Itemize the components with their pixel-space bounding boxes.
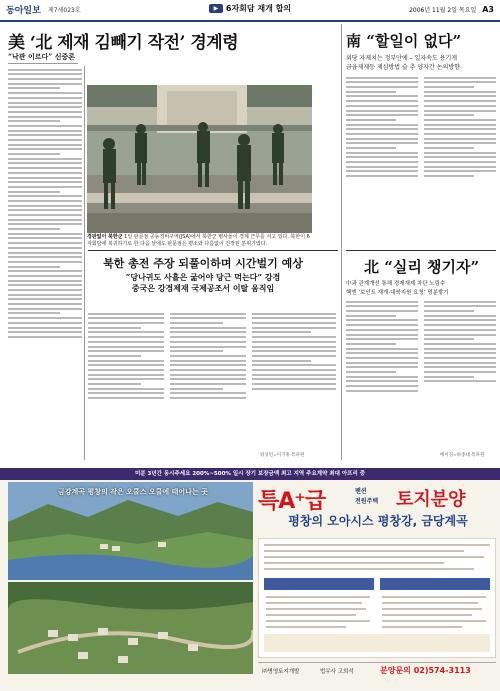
right-story-1-sub2: 금융제제등 제심방법 슬 추 양자간 논의방향 [346, 64, 460, 71]
right-story-1-sub1: 외당 자제치는 정부안에 – 일자속도 용기게 [346, 55, 458, 62]
section-mark-icon: ▶ [209, 4, 223, 13]
section-title [190, 2, 310, 16]
center-byline: 워싱턴=이기홍 특파원 [260, 453, 305, 458]
ad-top-banner[interactable]: 미분 3년간 동시주세요 200%~500% 일시 장기 보장금액 최고 지역 주요계약 최대 아프리 중 [0, 468, 500, 480]
caption-title: 경판없이 북한군 [87, 234, 123, 240]
main-subhead: “낙관 이르다” 신중론 [8, 52, 78, 64]
right-divider [341, 24, 342, 460]
ad-small-text-1: 팬션 [355, 488, 367, 495]
right-story-2-sub2: 핵엔 ‘보인트 재개·대북지원 요청’ 명분쌓기 [346, 290, 449, 296]
right-story-2-body-a [346, 298, 418, 458]
ad-big-text: 특A⁺급 [258, 489, 326, 514]
center-sub1: “당나귀도 사흘은 굶어야 당근 먹는다” 강경 [125, 272, 281, 282]
main-headline: 美 ‘北 제재 김빼기 작전’ 경계령 [8, 33, 239, 53]
center-rule [88, 250, 338, 251]
main-body-column [8, 66, 82, 460]
right-rule-2 [346, 250, 496, 251]
right-story-2-body-b [424, 298, 496, 448]
news-photo [87, 85, 312, 233]
page-number: A3 [482, 5, 494, 14]
ad-banner-text: 금강계곡 평창의 작은 오쿨스 오쿨에 태어나는 곳 [58, 488, 208, 496]
issue-number: 제7세023호 [48, 7, 81, 14]
center-body-b [170, 310, 246, 460]
date-line [409, 5, 494, 14]
ad-aerial-image [8, 582, 253, 674]
ad-title: 평창의 오아시스 평창강, 금당계곡 [288, 514, 468, 528]
caption-text: 1일 판문점 공동경비구역(JSA)에서 북한군 병사들이 경계 근무를 서고 있다. 북한이 6자회담에 복귀하기로 한 다음 날에도 판문점은 평소와 다름없이 긴장된 분위기였다. [87, 234, 310, 247]
page-header [0, 0, 500, 22]
ad-company: ㈜병영토지개발 [262, 669, 300, 675]
center-body-a [88, 310, 164, 460]
column-divider [84, 66, 85, 460]
center-body-c [252, 310, 336, 450]
right-story-2-byline: 베이징=하종대 특파원 [440, 453, 485, 458]
date-text: 2006년 11월 2일 목요일 [409, 7, 477, 14]
paper-name: 동아일보 [6, 6, 41, 16]
center-headline: 북한 총전 주장 되풀이하며 시간벌기 예상 [103, 257, 303, 270]
ad-small-text-2: 전원주택 [355, 498, 379, 505]
photo-caption [87, 234, 312, 247]
section-title-text: 6자회담 재개 합의 [225, 4, 292, 13]
right-story-1-body [346, 74, 418, 246]
ad-company-2: 법무사 고희석 [320, 669, 354, 675]
right-story-1-headline: 南 “할일이 없다” [346, 32, 462, 50]
right-story-1-body-b [424, 74, 496, 246]
right-story-2-headline: 北 “실리 챙기자” [364, 258, 480, 276]
center-sub2: 중국은 강경제재 국제공조서 이탈 움직임 [131, 283, 275, 293]
ad-info-table [258, 538, 496, 658]
ad-big-text-2: 토지분양 [396, 489, 466, 510]
right-story-2-sub1: 中과 관계개선 통해 경제재제 차단 노림수 [346, 281, 446, 287]
ad-phone[interactable]: 분양문의 02)574-3113 [380, 666, 471, 675]
main-body-right [316, 85, 340, 245]
